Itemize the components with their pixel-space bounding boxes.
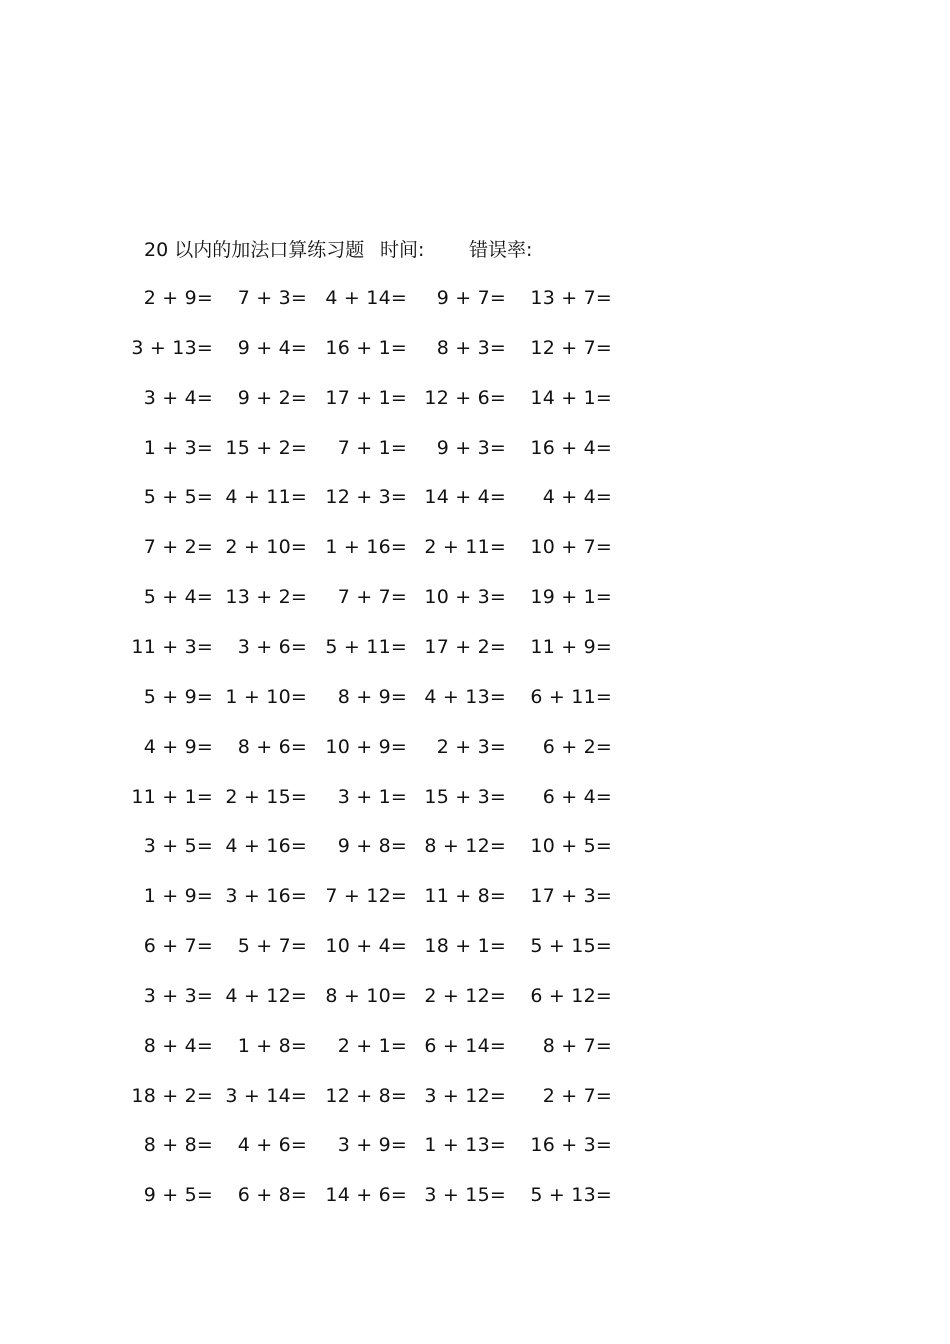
time-label: 时间: [380,239,425,261]
problem-8-3: 5 + 11= [325,636,407,658]
problem-17-3: 12 + 8= [325,1085,407,1107]
problem-6-1: 7 + 2= [143,536,213,558]
problem-12-4: 8 + 12= [424,835,506,857]
problem-17-4: 3 + 12= [424,1085,506,1107]
problem-1-5: 13 + 7= [530,287,612,309]
problem-10-5: 6 + 2= [542,736,612,758]
problem-14-4: 18 + 1= [424,935,506,957]
problem-12-1: 3 + 5= [143,835,213,857]
problem-14-1: 6 + 7= [143,935,213,957]
problem-7-1: 5 + 4= [143,586,213,608]
problem-3-1: 3 + 4= [143,387,213,409]
problem-11-1: 11 + 1= [131,786,213,808]
problem-9-3: 8 + 9= [337,686,407,708]
problem-3-2: 9 + 2= [237,387,307,409]
problem-16-5: 8 + 7= [542,1035,612,1057]
problem-10-3: 10 + 9= [325,736,407,758]
problem-4-1: 1 + 3= [143,437,213,459]
problem-13-4: 11 + 8= [424,885,506,907]
problem-18-2: 4 + 6= [237,1134,307,1156]
problem-2-2: 9 + 4= [237,337,307,359]
problem-16-4: 6 + 14= [424,1035,506,1057]
problem-19-5: 5 + 13= [530,1184,612,1206]
problem-1-1: 2 + 9= [143,287,213,309]
problem-5-4: 14 + 4= [424,486,506,508]
problem-5-1: 5 + 5= [143,486,213,508]
problem-14-5: 5 + 15= [530,935,612,957]
problem-2-3: 16 + 1= [325,337,407,359]
problem-3-5: 14 + 1= [530,387,612,409]
problem-19-1: 9 + 5= [143,1184,213,1206]
problem-16-1: 8 + 4= [143,1035,213,1057]
problem-1-2: 7 + 3= [237,287,307,309]
problem-5-3: 12 + 3= [325,486,407,508]
problem-10-4: 2 + 3= [436,736,506,758]
problem-7-4: 10 + 3= [424,586,506,608]
problem-13-3: 7 + 12= [325,885,407,907]
problem-1-3: 4 + 14= [325,287,407,309]
problem-4-2: 15 + 2= [225,437,307,459]
problem-1-4: 9 + 7= [436,287,506,309]
problem-17-1: 18 + 2= [131,1085,213,1107]
problem-8-4: 17 + 2= [424,636,506,658]
problem-4-3: 7 + 1= [337,437,407,459]
problem-2-4: 8 + 3= [436,337,506,359]
problem-18-5: 16 + 3= [530,1134,612,1156]
problem-19-2: 6 + 8= [237,1184,307,1206]
problem-7-3: 7 + 7= [337,586,407,608]
problem-11-5: 6 + 4= [542,786,612,808]
problem-6-3: 1 + 16= [325,536,407,558]
problem-14-3: 10 + 4= [325,935,407,957]
error-rate-label: 错误率: [469,239,533,261]
problem-13-5: 17 + 3= [530,885,612,907]
problem-14-2: 5 + 7= [237,935,307,957]
problem-9-2: 1 + 10= [225,686,307,708]
problem-6-2: 2 + 10= [225,536,307,558]
problem-10-2: 8 + 6= [237,736,307,758]
problem-17-5: 2 + 7= [542,1085,612,1107]
problem-4-4: 9 + 3= [436,437,506,459]
problem-12-3: 9 + 8= [337,835,407,857]
problem-15-2: 4 + 12= [225,985,307,1007]
problem-6-4: 2 + 11= [424,536,506,558]
problem-8-2: 3 + 6= [237,636,307,658]
problem-9-5: 6 + 11= [530,686,612,708]
problem-15-1: 3 + 3= [143,985,213,1007]
problem-12-2: 4 + 16= [225,835,307,857]
problem-2-5: 12 + 7= [530,337,612,359]
problem-7-5: 19 + 1= [530,586,612,608]
problem-12-5: 10 + 5= [530,835,612,857]
problem-2-1: 3 + 13= [131,337,213,359]
problem-13-2: 3 + 16= [225,885,307,907]
problem-3-4: 12 + 6= [424,387,506,409]
problem-15-4: 2 + 12= [424,985,506,1007]
problem-19-3: 14 + 6= [325,1184,407,1206]
problem-4-5: 16 + 4= [530,437,612,459]
worksheet-title: 20 以内的加法口算练习题 [144,239,365,261]
problem-5-5: 4 + 4= [542,486,612,508]
problem-10-1: 4 + 9= [143,736,213,758]
problem-15-5: 6 + 12= [530,985,612,1007]
problem-16-3: 2 + 1= [337,1035,407,1057]
problem-5-2: 4 + 11= [225,486,307,508]
problem-18-3: 3 + 9= [337,1134,407,1156]
problem-11-2: 2 + 15= [225,786,307,808]
problem-16-2: 1 + 8= [237,1035,307,1057]
problem-7-2: 13 + 2= [225,586,307,608]
problem-18-1: 8 + 8= [143,1134,213,1156]
problem-8-5: 11 + 9= [530,636,612,658]
problem-9-4: 4 + 13= [424,686,506,708]
problem-13-1: 1 + 9= [143,885,213,907]
problem-11-3: 3 + 1= [337,786,407,808]
problem-17-2: 3 + 14= [225,1085,307,1107]
problem-3-3: 17 + 1= [325,387,407,409]
problem-15-3: 8 + 10= [325,985,407,1007]
problem-19-4: 3 + 15= [424,1184,506,1206]
problem-11-4: 15 + 3= [424,786,506,808]
problem-6-5: 10 + 7= [530,536,612,558]
problem-9-1: 5 + 9= [143,686,213,708]
problem-18-4: 1 + 13= [424,1134,506,1156]
problem-8-1: 11 + 3= [131,636,213,658]
